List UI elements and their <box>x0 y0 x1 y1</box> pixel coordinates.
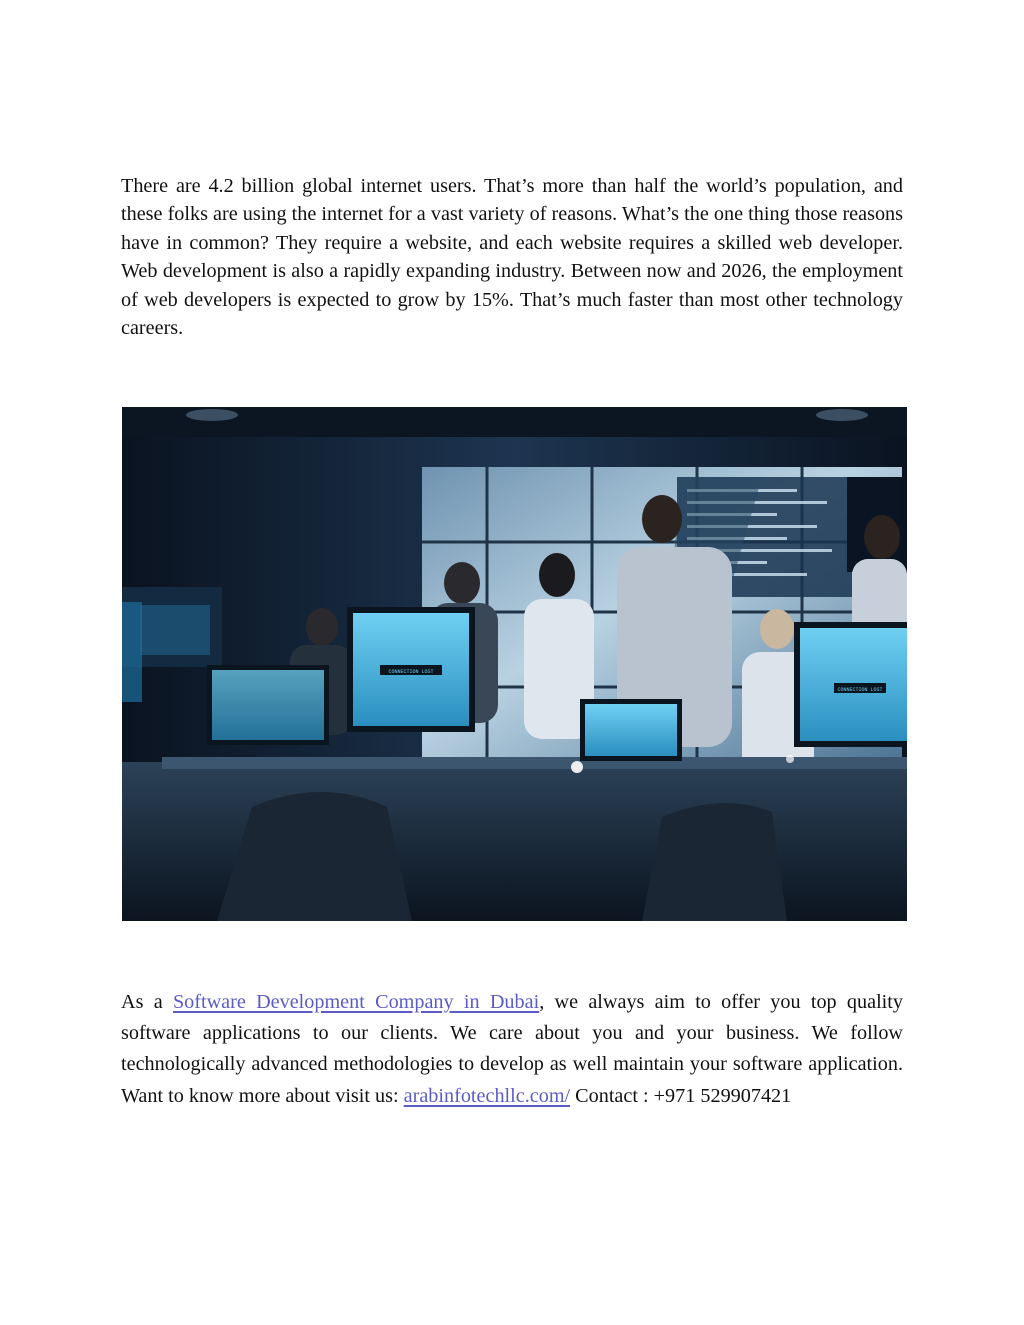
company-paragraph <box>121 987 903 1112</box>
intro-text: As a <box>121 991 173 1013</box>
website-link[interactable]: arabinfotechllc.com/ <box>403 1084 571 1107</box>
software-company-link[interactable]: Software Development Company in Dubai <box>172 991 540 1013</box>
svg-text:CONNECTION LOST: CONNECTION LOST <box>837 687 883 693</box>
control-room-photo <box>122 407 907 921</box>
svg-text:CONNECTION LOST: CONNECTION LOST <box>388 669 434 675</box>
intro-paragraph: There are 4.2 billion global internet users. That’s more than half the world’s population, and these folks are using the internet for a vast variety of reasons. What’s the one thing those reasons have in common? They require a website, and each website requires a skilled web developer. Web development is also a rapidly expanding industry. Between now and 2026, the employment of web developers is expected to grow by 15%. That’s much faster than most other technology careers. <box>121 175 903 340</box>
body-text: , we always aim to offer you top quality software applications to our clients. We care about you and your business. We follow technologically advanced methodologies to develop as well maintain your software application. Want to know more about visit us: <box>121 991 903 1107</box>
contact-text: Contact : +971 529907421 <box>570 1084 792 1107</box>
